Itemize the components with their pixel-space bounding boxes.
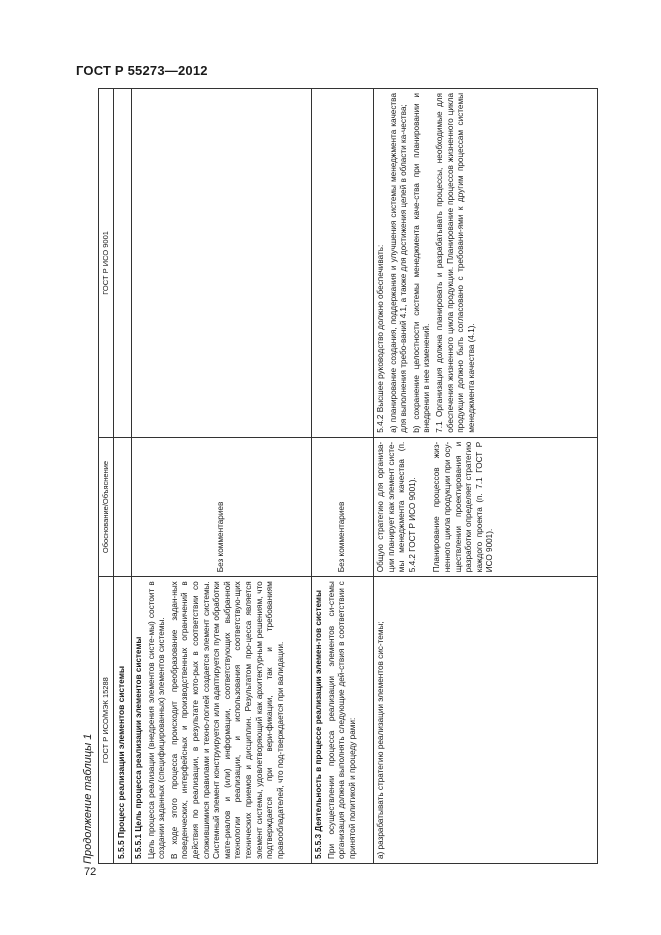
page-number: 72 bbox=[84, 866, 97, 878]
row-heading: 5.5.5.1 Цель процесса реализации элементов системы bbox=[134, 636, 143, 859]
paragraph: Общую стратегию для организа-ции планирует как элемент систе-мы менеджмента качества (п. 5.4.2 ГОСТ Р ИСО 9001). bbox=[376, 441, 417, 573]
paragraph: 5.4.2 Высшее руководство должно обеспечивать: bbox=[376, 244, 385, 433]
comparison-table bbox=[98, 88, 598, 864]
document-code: ГОСТ Р 55273—2012 bbox=[76, 63, 208, 78]
paragraph: При осуществлении процесса реализации элементов си-стемы организация должна выполнять следующие дей-ствия в соответствии с принятой политикой и процеду рами: bbox=[326, 581, 357, 859]
iso-cell bbox=[312, 89, 374, 438]
iso-cell bbox=[132, 89, 312, 438]
paragraph: 7.1 Организация должна планировать и разрабатывать процессы, необходимые для обеспечения жизненного цикла продукции. Планирование процессов жизненного цикла продукции должно быть согласовано с требовани-ями к другим процессам системы менеджмента качества (4.1). bbox=[434, 93, 476, 433]
paragraph: В ходе этого процесса происходит преобразование задан-ных поведенческих, интерфейсных и производственных ограничений в действия по реализации, в результате кото-рых в соответствии со сложившимися правилами и техно-логией создается элемент системы. Системный элемент конструируется или адаптируется путем обработки мате-риалов и (или) информации, соответствующих выбранной технологии реализации, и использования соответствую-щих технических приемов и дисциплин. Результатом про-цесса является элемент системы, удовлетворяющий как архитектурным решениям, что подтверждается при вери-фикации, так и требованиям правообладателей, что под-тверждается при валидации. bbox=[169, 581, 285, 859]
list-item: b) сохранение целостности системы менеджмента каче-ства при планировании и внедрении в нее изменений. bbox=[411, 93, 432, 433]
table-row bbox=[374, 89, 598, 864]
justification-cell bbox=[312, 437, 374, 577]
table-caption: Продолжение таблицы 1 bbox=[82, 733, 94, 864]
paragraph: Планирование процессов жиз-ненного цикла продукции при осу-ществлении проектирования и разработки определяет стратегию каждого проекта (п. 7.1 ГОСТ Р ИСО 9001). bbox=[432, 441, 495, 573]
row-heading: 5.5.5.3 Деятельность в процессе реализации элемен-тов системы bbox=[314, 590, 323, 859]
column-header: Обоснование/Объяснение bbox=[99, 437, 114, 577]
justification-cell bbox=[374, 437, 598, 577]
comment-text: Без комментариев bbox=[216, 501, 226, 573]
standard-cell bbox=[374, 577, 598, 864]
rotated-table bbox=[98, 88, 598, 864]
standard-cell bbox=[132, 577, 312, 864]
caption-container bbox=[78, 88, 98, 864]
section-row bbox=[114, 89, 132, 864]
table-row bbox=[312, 89, 374, 864]
table-container bbox=[98, 88, 598, 864]
column-header: ГОСТ Р ИСО 9001 bbox=[99, 89, 114, 438]
section-title: 5.5.5 Процесс реализации элементов системы bbox=[114, 577, 132, 864]
standard-cell bbox=[312, 577, 374, 864]
justification-cell bbox=[132, 437, 312, 577]
iso-cell bbox=[374, 89, 598, 438]
list-item: а) разрабатывать стратегию реализации элементов сис-темы; bbox=[376, 621, 385, 859]
paragraph: Цель процесса реализации (внедрения элементов систе-мы) состоит в создании заданных (специфицированных) элементов системы. bbox=[146, 581, 167, 859]
table-header-row bbox=[99, 89, 114, 864]
table-row bbox=[132, 89, 312, 864]
list-item: а) планирование создания, поддержания и улучшения системы менеджмента качества для выполнения требо-ваний 4.1, а также для достижения целей в области ка-чества; bbox=[388, 93, 409, 433]
column-header: ГОСТ Р ИСО/МЭК 15288 bbox=[99, 577, 114, 864]
comment-text: Без комментариев bbox=[337, 501, 347, 573]
